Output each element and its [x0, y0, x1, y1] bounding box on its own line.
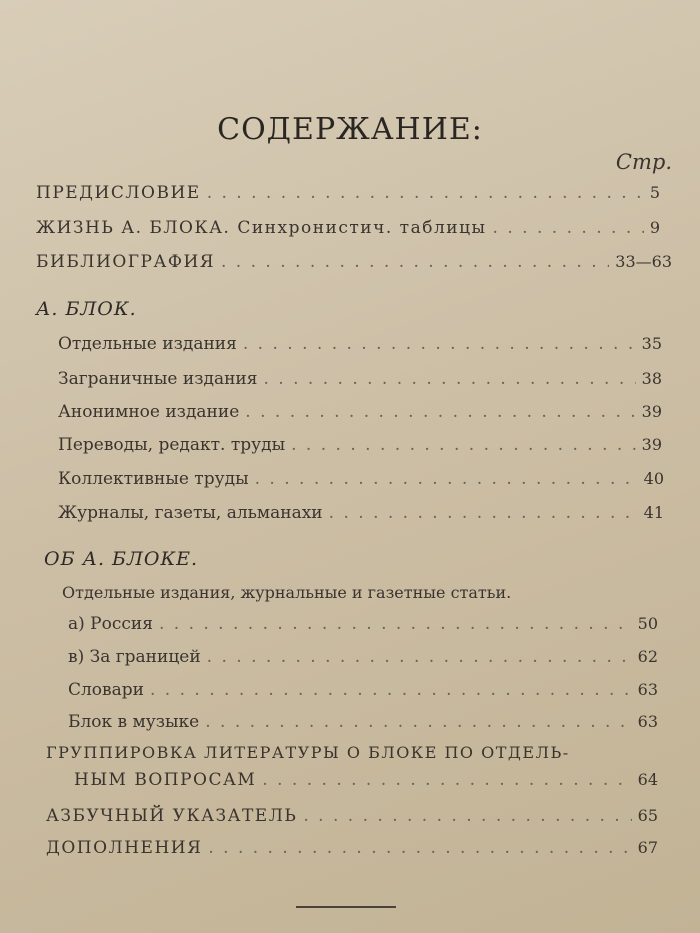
- leader-dots: [207, 183, 644, 203]
- entry-title: АЗБУЧНЫЙ УКАЗАТЕЛЬ: [46, 806, 298, 826]
- toc-entry: [58, 369, 662, 389]
- toc-entry: [68, 680, 658, 700]
- entry-title: Блок в музыке: [68, 712, 200, 732]
- leader-dots: [245, 402, 635, 422]
- entry-title: Переводы, редакт. труды: [58, 435, 286, 455]
- toc-entry: [58, 402, 662, 422]
- entry-page: 62: [637, 647, 658, 666]
- leader-dots: [205, 712, 631, 732]
- leader-dots: [221, 252, 609, 272]
- toc-entry: [68, 647, 658, 667]
- leader-dots: [303, 806, 631, 826]
- toc-entry-preface: [36, 183, 660, 203]
- entry-title: НЫМ ВОПРОСАМ: [74, 770, 257, 790]
- entry-page: 39: [641, 402, 662, 421]
- entry-title: Анонимное издание: [58, 402, 240, 422]
- entry-page: 35: [641, 334, 662, 353]
- toc-entry-additions: [46, 838, 658, 858]
- page-title: СОДЕРЖАНИЕ:: [217, 112, 483, 147]
- entry-page: 63: [637, 712, 658, 731]
- leader-dots: [150, 680, 632, 700]
- leader-dots: [329, 503, 638, 523]
- toc-entry: [68, 614, 658, 634]
- entry-title: ПРЕДИСЛОВИЕ: [36, 183, 201, 203]
- section-heading-about: ОБ А. БЛОКЕ.: [44, 548, 199, 570]
- leader-dots: [291, 435, 636, 455]
- entry-page: 41: [643, 503, 664, 522]
- entry-page: 33—63: [615, 252, 672, 271]
- entry-title: Коллективные труды: [58, 469, 249, 489]
- toc-entry-grouping-line1: ГРУППИРОВКА ЛИТЕРАТУРЫ О БЛОКЕ ПО ОТДЕЛЬ-: [46, 743, 570, 762]
- leader-dots: [255, 469, 638, 489]
- toc-entry-life: [36, 218, 660, 238]
- leader-dots: [208, 838, 631, 858]
- closing-rule: [296, 906, 396, 908]
- entry-page: 9: [649, 218, 660, 237]
- entry-title: БИБЛИОГРАФИЯ: [36, 252, 215, 272]
- entry-title: ЖИЗНЬ А. БЛОКА. Синхронистич. таблицы: [36, 218, 487, 238]
- section-heading-blok: А. БЛОК.: [36, 298, 137, 320]
- entry-page: 38: [641, 369, 662, 388]
- entry-page: 40: [643, 469, 664, 488]
- leader-dots: [159, 614, 632, 634]
- toc-entry: [58, 469, 664, 489]
- toc-entry: [58, 334, 662, 354]
- toc-entry: [58, 503, 664, 523]
- entry-title: в) За границей: [68, 647, 201, 667]
- entry-title: Отдельные издания: [58, 334, 237, 354]
- entry-title: Журналы, газеты, альманахи: [58, 503, 323, 523]
- leader-dots: [243, 334, 636, 354]
- leader-dots: [262, 770, 631, 790]
- entry-page: 67: [637, 838, 658, 857]
- entry-title: Заграничные издания: [58, 369, 258, 389]
- toc-entry: [58, 435, 662, 455]
- toc-entry-grouping: [74, 770, 658, 790]
- page-column-label: Стр.: [615, 150, 672, 174]
- entry-page: 63: [637, 680, 658, 699]
- entry-title: ДОПОЛНЕНИЯ: [46, 838, 203, 858]
- entry-page: 5: [649, 183, 660, 202]
- toc-entry: [68, 712, 658, 732]
- leader-dots: [493, 218, 644, 238]
- entry-page: 64: [637, 770, 658, 789]
- toc-entry-bibliography: [36, 252, 672, 272]
- leader-dots: [207, 647, 632, 667]
- entry-title: а) Россия: [68, 614, 153, 634]
- entry-page: 39: [641, 435, 662, 454]
- entry-page: 65: [637, 806, 658, 825]
- entry-title: Словари: [68, 680, 144, 700]
- section-intro: Отдельные издания, журнальные и газетные статьи.: [62, 583, 512, 602]
- toc-entry-alphabetical-index: [46, 806, 658, 826]
- leader-dots: [263, 369, 635, 389]
- entry-page: 50: [637, 614, 658, 633]
